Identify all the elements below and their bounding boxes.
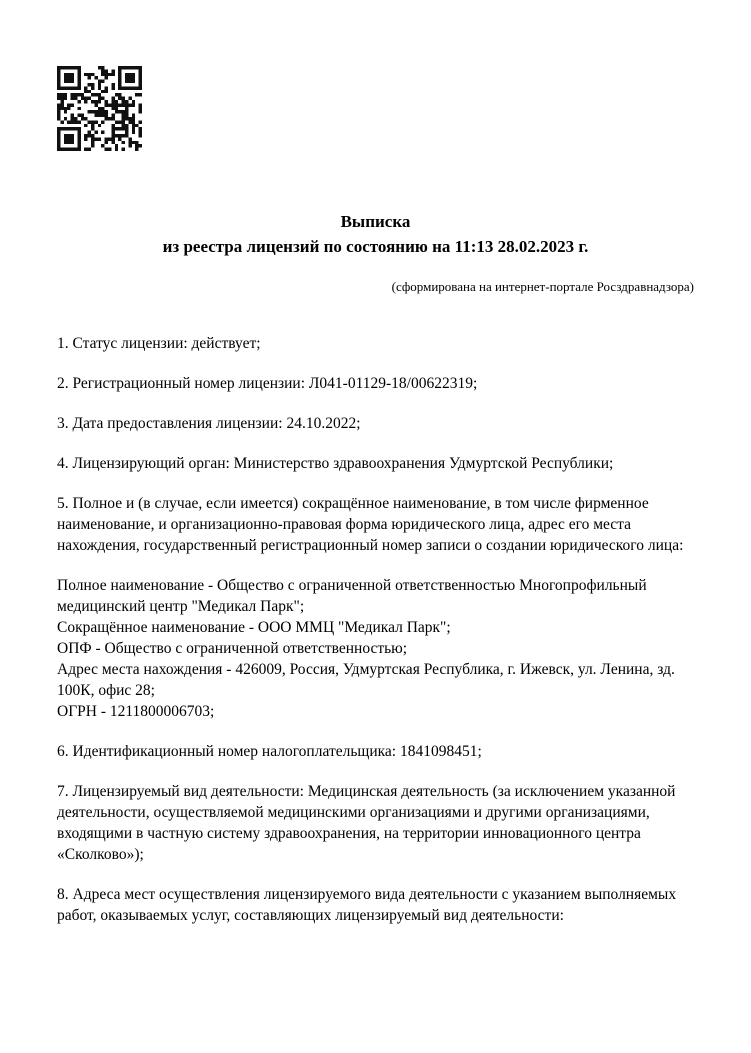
document-line: 2. Регистрационный номер лицензии: Л041-01129-18/00622319; bbox=[57, 375, 478, 392]
document-paragraph bbox=[57, 373, 694, 394]
document-line: 7. Лицензируемый вид деятельности: Медицинская деятельность (за исключением указанной деятельности, осуществляемой медицинскими организациями и другими организациями, входящими в частную систему здравоохранения, на территории инновационного центра «Сколково»); bbox=[57, 783, 676, 863]
document-paragraph bbox=[57, 781, 694, 865]
document-body bbox=[57, 333, 694, 926]
document-paragraph bbox=[57, 333, 694, 354]
document-line: ОГРН - 1211800006703; bbox=[57, 703, 215, 720]
document-paragraph bbox=[57, 741, 694, 762]
document-line: Полное наименование - Общество с ограниченной ответственностью Многопрофильный медицинский центр "Медикал Парк"; bbox=[57, 577, 647, 615]
document-paragraph bbox=[57, 884, 694, 926]
document-content bbox=[57, 209, 694, 926]
document-paragraph bbox=[57, 493, 694, 556]
document-title-line2: из реестра лицензий по состоянию на 11:13 28.02.2023 г. bbox=[162, 237, 589, 256]
document-paragraph bbox=[57, 413, 694, 434]
document-paragraph bbox=[57, 453, 694, 474]
document-line: Адрес места нахождения - 426009, Россия, Удмуртская Республика, г. Ижевск, ул. Ленина, зд. 100К, офис 28; bbox=[57, 661, 675, 699]
document-line: 4. Лицензирующий орган: Министерство здравоохранения Удмуртской Республики; bbox=[57, 455, 614, 472]
document-title bbox=[57, 209, 694, 259]
qr-code-icon bbox=[57, 66, 142, 151]
document-line: 1. Статус лицензии: действует; bbox=[57, 335, 261, 352]
document-line: 5. Полное и (в случае, если имеется) сокращённое наименование, в том числе фирменное наименование, и организационно-правовая форма юридического лица, адрес его места нахождения, государственный регистрационный номер записи о создании юридического лица: bbox=[57, 495, 684, 554]
document-line: 8. Адреса мест осуществления лицензируемого вида деятельности с указанием выполняемых работ, оказываемых услуг, составляющих лицензируемый вид деятельности: bbox=[57, 886, 677, 924]
document-title-line1: Выписка bbox=[340, 212, 411, 231]
document-line: 6. Идентификационный номер налогоплательщика: 1841098451; bbox=[57, 743, 482, 760]
document-line: ОПФ - Общество с ограниченной ответственностью; bbox=[57, 640, 408, 657]
document-subtitle: (сформирована на интернет-портале Росздравнадзора) bbox=[391, 279, 694, 294]
document-paragraph bbox=[57, 575, 694, 722]
document-line: Сокращённое наименование - ООО ММЦ "Медикал Парк"; bbox=[57, 619, 451, 636]
document-line: 3. Дата предоставления лицензии: 24.10.2022; bbox=[57, 415, 361, 432]
